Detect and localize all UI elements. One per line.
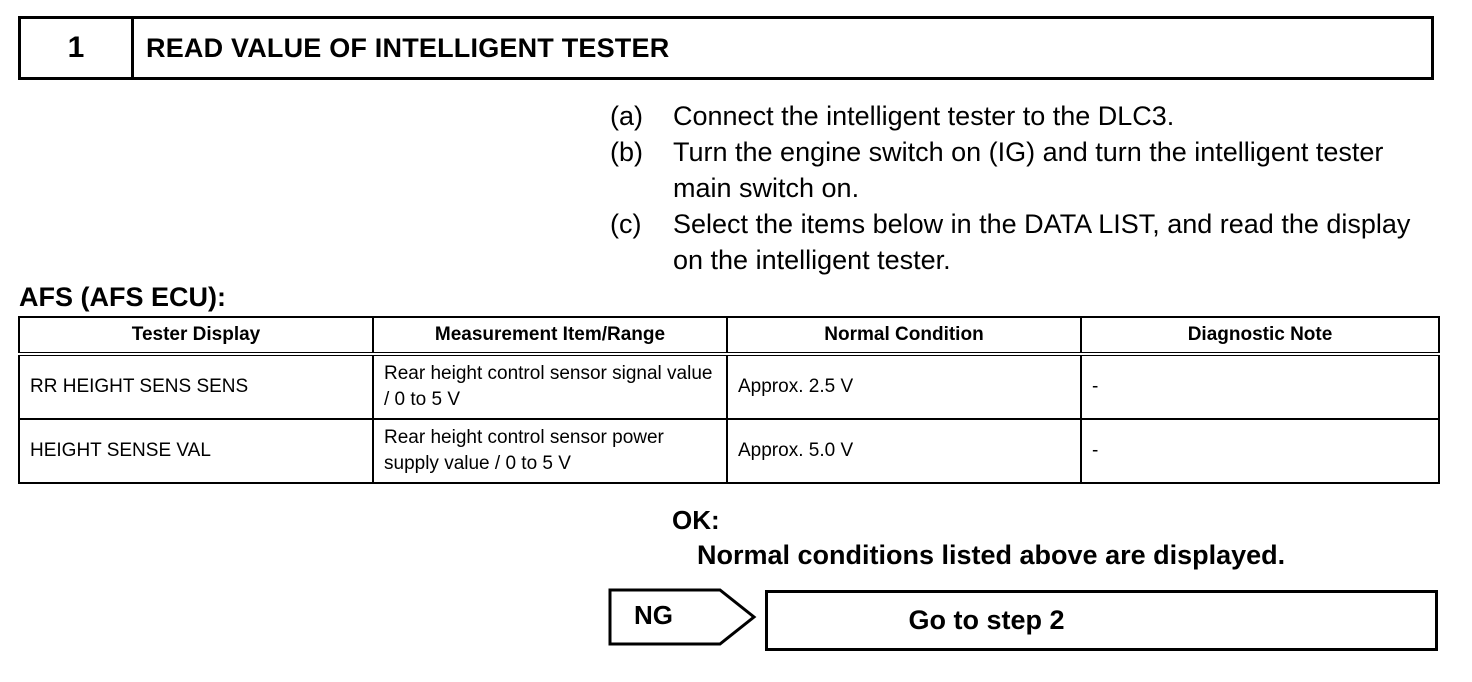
instruction-text: Select the items below in the DATA LIST, and read the display on the intelligent tester. [673, 209, 1411, 275]
column-header: Normal Condition [727, 317, 1081, 354]
data-list-table [18, 316, 1440, 484]
table-cell: HEIGHT SENSE VAL [19, 419, 373, 483]
instruction-mark: (a) [610, 101, 643, 131]
ng-label: NG [634, 600, 673, 630]
instruction-item [610, 206, 1430, 278]
ok-label: OK: [672, 505, 720, 535]
go-to-step-box [765, 590, 1438, 651]
column-header: Diagnostic Note [1081, 317, 1439, 354]
table-cell: RR HEIGHT SENS SENS [19, 354, 373, 419]
instruction-mark: (b) [610, 137, 643, 167]
instruction-mark: (c) [610, 209, 642, 239]
step-title: READ VALUE OF INTELLIGENT TESTER [146, 32, 670, 63]
table-row [19, 354, 1439, 419]
table-cell: Approx. 2.5 V [727, 354, 1081, 419]
instruction-item [610, 98, 1430, 134]
ng-arrow-icon [608, 588, 760, 646]
go-to-step-text: Go to step 2 [908, 605, 1065, 635]
column-header: Tester Display [19, 317, 373, 354]
section-title: AFS (AFS ECU): [19, 282, 226, 312]
column-header: Measurement Item/Range [373, 317, 727, 354]
table-cell: Rear height control sensor power supply value / 0 to 5 V [373, 419, 727, 483]
table-cell: - [1081, 419, 1439, 483]
table-row [19, 419, 1439, 483]
table-cell: - [1081, 354, 1439, 419]
table-cell: Rear height control sensor signal value / 0 to 5 V [373, 354, 727, 419]
table-header-row [19, 317, 1439, 354]
instruction-item [610, 134, 1430, 206]
instruction-text: Connect the intelligent tester to the DLC3. [673, 101, 1175, 131]
instruction-list [610, 98, 1430, 278]
step-number: 1 [21, 19, 134, 77]
instruction-text: Turn the engine switch on (IG) and turn the intelligent tester main switch on. [673, 137, 1384, 203]
step-header [18, 16, 1434, 80]
ok-condition-text: Normal conditions listed above are displayed. [697, 540, 1286, 570]
table-cell: Approx. 5.0 V [727, 419, 1081, 483]
